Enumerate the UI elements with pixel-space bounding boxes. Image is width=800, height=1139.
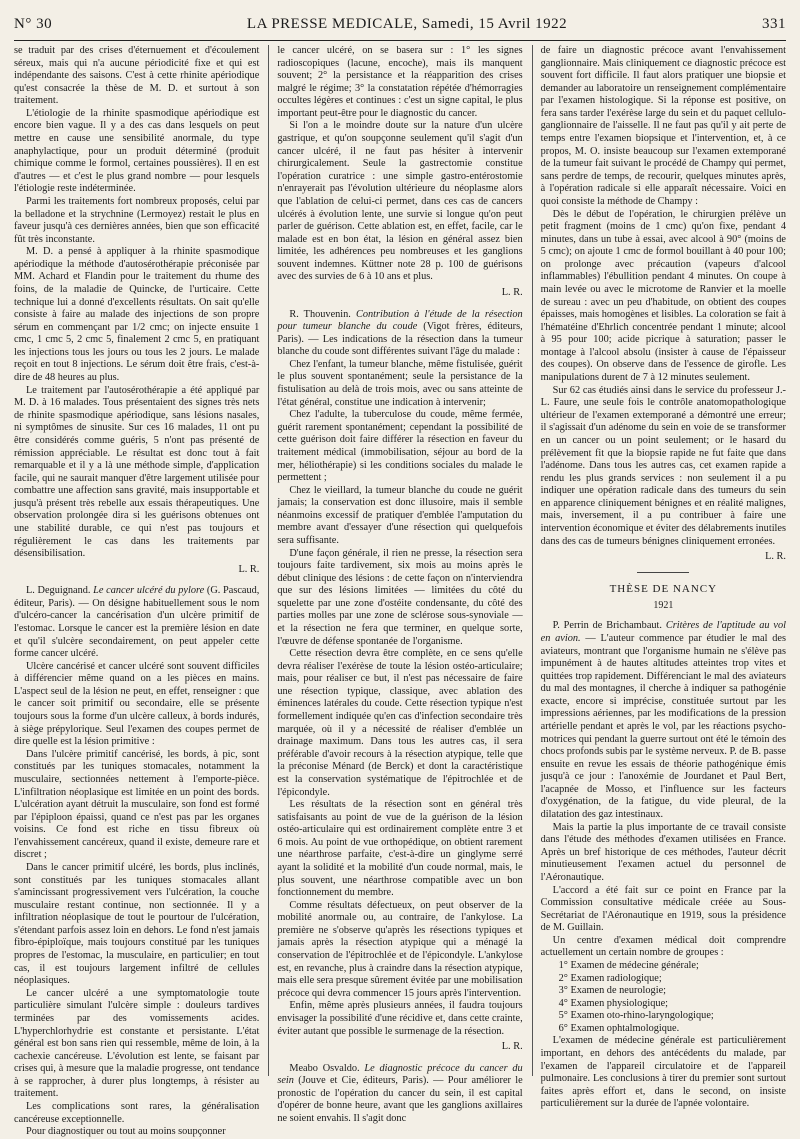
review-signature: L. R. xyxy=(238,563,260,575)
page-number: 331 xyxy=(761,15,786,32)
paragraph: Enfin, même après plusieurs années, il faudra toujours envisager la possibilité d'une récidive et, dans cette crainte, éviter autant que possible le surmenage de la résection. xyxy=(277,1000,523,1037)
paragraph: L'accord a été fait sur ce point en France par la Commission consultative médicale créée au Sous-Secrétariat de l'Aéronautique en 1919, sous la présidence de M. Guillain. xyxy=(540,884,786,934)
section-heading: THÈSE DE NANCY xyxy=(609,582,718,595)
paragraph: L'examen de médecine générale est particulièrement important, en dehors des antécédents du malade, par l'examen de l'appareil circulatoire et de l'appareil pulmonaire. Les conclusions à tirer du premier sont surtout faites après effort et, dans le second, on insiste particulièrement sur la durée de l'apnée volontaire. xyxy=(540,1035,786,1110)
issue-number: N° 30 xyxy=(14,15,53,32)
paragraph: Dès le début de l'opération, le chirurgien prélève un petit fragment (moins de 1 cmc) qu'on fixe, pendant 4 minutes, dans un tube à essai, avec alcool à 90° (moins de 5 cmc); on ajoute 1 cmc de formol bouillant à 40 pour 100; on prolonge avec précaution (vapeurs d'alcool inflammables) l'ébullition pendant 4 minutes. On coupe à main levée ou avec le microtome de Ranvier et la moelle de sureau : avec un peu d'habitude, on obtient des coupes épaisses, mais homogènes et lisibles. La coloration se fait à l'hématéine d'Ehrlich concentrée pendant 1 minute; alcool à 95 pour 100; acide picrique à saturation; passer le montage à l'alcool absolu (insister à cause de l'épaisseur des coupes). On observe dans de l'essence de girofle. Les manipulations durent de 7 à 12 minutes seulement. xyxy=(540,208,786,384)
paragraph: Dans l'ulcère primitif cancérisé, les bords, à pic, sont constitués par les tuniques stomacales, notamment la musculaire, sectionnées nettement à l'emporte-pièce. L'infiltration néoplasique est limitée en un point des bords. L'ulcération ayant détruit la musculaire, son fond est formé par l'épiploon épaissi, quand ce n'est pas par les organes voisins. Ce fond est riche en tissu fibreux où l'envahissement cancéreux, quand il existe, demeure rare et discret ; xyxy=(14,748,260,861)
column-1 xyxy=(14,45,260,1138)
section-year: 1921 xyxy=(653,600,674,612)
review-entry xyxy=(14,585,259,660)
review-title: Contribution à l'étude de la résection pour tumeur blanche du coude xyxy=(277,308,523,333)
list-item: 4° Examen physiologique; xyxy=(558,997,669,1009)
paragraph: Le cancer ulcéré a une symptomatologie toute particulière simulant l'ulcère simple : douleurs tardives terminées par des vomissements acides. L'hyperchlorhydrie est constante et persistante. L'état général est bon sans rien qui ressemble, même de loin, à la cachexie cancéreuse. L'évolution est lente, se faisant par crises qui, à mesure que la maladie progresse, ont tendance à se rapprocher, à durer plus longtemps, à résister au traitement. xyxy=(14,987,260,1100)
paragraph: se traduit par des crises d'éternuement et d'écoulement séreux, mais qui n'a aucune périodicité fixe et qui est indépendante des saisons. C'est à cette rhinite apériodique qu'est consacrée la thèse de M. D. et surtout à son traitement. xyxy=(14,45,260,107)
paragraph: M. D. a pensé à appliquer à la rhinite spasmodique apériodique la méthode d'autosérothérapie préconisée par MM. Achard et Flandin pour le traitement du rhume des foins, de la maladie de Quincke, de l'urticaire. Cette technique lui a donné d'excellents résultats. On sait qu'elle consiste à faire au malade des injections de son propre sérum en commençant par 1/2 cmc; on injecte ensuite 1 cmc, 1 cmc 5, 2 cmc 5, finalement 2 cmc 5, en pratiquant les injections tous les jours ou tous les 2 jours. Le malade reçoit en tout 8 injections. Le sérum doit être frais, c'est-à-dire de 48 heures au plus. xyxy=(14,246,260,384)
paragraph: Les complications sont rares, la généralisation cancéreuse exceptionnelle. xyxy=(14,1100,260,1125)
review-signature: L. R. xyxy=(765,551,786,563)
review-author: R. Thouvenin. xyxy=(289,308,351,320)
list-item: 1° Examen de médecine générale; xyxy=(558,959,699,971)
review-author: Meabo Osvaldo. xyxy=(289,1062,360,1074)
paragraph: de faire un diagnostic précoce avant l'envahissement ganglionnaire. Mais cliniquement ce diagnostic précoce est souvent fort difficile. Il faut alors pratiquer une biopsie et demander au laboratoire un renseignement complémentaire par l'examen histologique. Si la réponse est positive, on fera sans tarder l'exérèse large du sein et du paquet cellulo-ganglionnaire de l'aisselle. Il ne faut pas qu'il y ait perte de temps entre l'examen biopsique et l'intervention, et, à ce propos, M. O. insiste beaucoup sur l'examen extemporané de la tumeur fait suivant le procédé de Champy qui permet, sans perdre de temps, de recourir, quelques minutes après, à l'opération radicale si elle apparaît nécessaire. Voici en quoi consiste la méthode de Champy : xyxy=(540,45,786,207)
column-3 xyxy=(532,45,786,1110)
review-body: (Jouve et Cie, éditeurs, Paris). — Pour améliorer le pronostic de l'opération du cancer du sein, il est capital d'opérer de bonne heure, avant que les ganglions axillaires ne soient envahis. Il s'agit donc xyxy=(277,1075,523,1124)
review-author: P. Perrin de Brichambaut. xyxy=(552,620,662,632)
review-body: — L'auteur commence par étudier le mal des aviateurs, montrant que l'organisme humain ne s'élève pas impunément à de hautes altitudes atteintes trop vites et quittées trop rapidement. Différenciant le mal des aviateurs du mal des montagnes, il cherche à indiquer sa pathogénie exacte, encore si imprécise, constituée surtout par les impressions aériennes, par les modifications de la pression artérielle pendant et après le vol, par les réactions psycho-motrices qui pendant la guerre surtout ont été le témoin des chocs profonds subis par le système nerveux. P. de B. passe ensuite en revue les essais de théorie pathogénique émis jusqu'à ce jour : l'anoxémie de Jourdanet et Paul Bert, l'acapnée de Mosso, et l'influence sur les facteurs d'oxygénation, de la fatigue, du vide pleural, de la dilatation des gaz intestinaux. xyxy=(540,632,786,821)
paragraph: le cancer ulcéré, on se basera sur : 1° les signes radioscopiques (lacune, encoche), mais ils manquent souvent; 2° la persistance et la réapparition des crises malgré le régime; 3° la constatation répétée d'hémorragies occultes légères et continues : c'est un signe capital, le plus important peut-être pour le diagnostic du cancer. xyxy=(277,45,523,119)
paragraph: Le traitement par l'autosérothérapie a été appliqué par M. D. à 16 malades. Tous présentaient des signes très nets de rhinite spasmodique apériodique, sans lésions nasales, ni symptômes de sinusite. Sur ces 16 malades, 11 ont pu être considérés comme guéris, 5 n'ont pas présenté de rémission appréciable. Le résultat est donc tout à fait remarquable et il y a là une méthode simple, d'application facile, qui ne saurait manquer d'être largement utilisée pour combattre une affection sans gravité, mais insupportable et jusqu'à présent très rebelle aux essais thérapeutiques. Une observation prolongée dira si les guérisons obtenues ont une stabilité durable, ce qui n'est pas toujours et régulièrement le cas dans les traitements par désensibilisation. xyxy=(14,384,260,560)
column-2 xyxy=(268,45,523,1124)
page-header xyxy=(14,8,786,41)
text-columns xyxy=(14,45,786,1138)
list-item: 5° Examen oto-rhino-laryngologique; xyxy=(558,1010,714,1022)
review-entry xyxy=(277,1063,522,1126)
journal-title: LA PRESSE MEDICALE, Samedi, 15 Avril 1922 xyxy=(246,15,568,32)
paragraph: Pour diagnostiquer ou tout au moins soupçonner xyxy=(26,1126,226,1138)
review-title: Le cancer ulcéré du pylore xyxy=(93,585,205,597)
review-body: (G. Pascaud, éditeur, Paris). — On désigne habituellement sous le nom d'ulcéro-cancer la cancérisation d'un ulcère primitif de l'estomac. Lorsque le cancer est la première lésion en date et qu'il s'ulcère secondairement, on peut appeler cette forme cancer ulcéré. xyxy=(14,585,260,660)
exam-list xyxy=(541,960,786,1035)
paragraph: Comme résultats défectueux, on peut observer de la mobilité anormale ou, au contraire, de l'ankylose. La première ne s'observe qu'après les résections typiques et jamais après la résection atypique qui a ménagé la conservation de l'épitrochlée et de l'épicondyle. L'ankylose est, en revanche, plus à craindre dans la résection atypique, mais elle sera presque sûrement évitée par une mobilisation précoce qui devra commencer 15 jours après l'intervention. xyxy=(277,899,523,999)
review-signature: L. R. xyxy=(501,1041,523,1053)
review-signature: L. R. xyxy=(501,286,523,298)
review-author: L. Deguignand. xyxy=(26,585,91,597)
paragraph: Mais la partie la plus importante de ce travail consiste dans l'étude des méthodes d'examen utilisées en France. Après un bref historique de ces méthodes, l'auteur décrit minutieusement l'examen actuel du personnel de l'Aéronautique. xyxy=(540,821,786,883)
paragraph: D'une façon générale, il rien ne presse, la résection sera toujours faite tardivement, six mois au moins après le début clinique des lésions : de cette façon on n'interviendra que sur des lésions limitées — limitées du côté du squelette par une zone d'ostéite condensante, du côté des parties molles par une zone de sclérose sous-synoviale — et la résection ne fera que terminer, en quelque sorte, l'œuvre de défense spontanée de l'organisme. xyxy=(277,547,523,647)
paragraph: Cette résection devra être complète, en ce sens qu'elle devra réaliser l'exérèse de toute la lésion ostéo-articulaire; mais, pour réaliser ce but, il n'est pas nécessaire de faire une résection typique, classique, avec ablation des éminences latérales du coude. Cette résection typique n'est formellement indiquée qu'en cas d'infection secondaire très marquée, où il y a nécessité de réaliser d'emblée un drainage maximum. Dans tous les autres cas, il sera préférable d'avoir recours à la résection atypique, telle que la préconise Ménard (de Berck) et dont la caractéristique est la conservation systématique de l'épitrochlée et de l'épicondyle. xyxy=(277,648,523,798)
paragraph: Chez l'enfant, la tumeur blanche, même fistulisée, guérit le plus souvent spontanément; seule la persistance de la fistulisation au delà de trois mois, avec ou sans atteinte de l'état général, constitue une indication à intervenir; xyxy=(277,358,523,408)
paragraph: Les résultats de la résection sont en général très satisfaisants au point de vue de la guérison de la lésion ostéo-articulaire qui est ordinairement complète entre 3 et 6 mois. Au point de vue orthopédique, on obtient rarement une néarthrose parfaite, c'est-à-dire un ginglyme serré ayant la solidité et la mobilité d'un coude normal, mais, le plus souvent, une néarthrose compatible avec un bon fonctionnement du membre. xyxy=(277,799,523,899)
review-entry xyxy=(541,620,786,821)
list-item: 6° Examen ophtalmologique. xyxy=(558,1022,680,1034)
review-title: Critères de l'aptitude au vol en avion. xyxy=(540,620,786,644)
paragraph: Parmi les traitements fort nombreux proposés, celui par la belladone et la strychnine (Lermoyez) restait le plus en faveur jusqu'à ces dernières années, bien que son efficacité fût très inconstante. xyxy=(14,195,260,245)
paragraph: Un centre d'examen médical doit comprendre actuellement un certain nombre de groupes : xyxy=(540,934,786,959)
paragraph: Ulcère cancérisé et cancer ulcéré sont souvent difficiles à différencier même quand on a les pièces en mains. L'aspect seul de la lésion ne peut, en effet, renseigner : que le cancer soit primitif ou secondaire, elle se présente toujours sous la forme d'un ulcère calleux, à bords indurés, à siège prépylorique. Seul l'examen des coupes permet de dire quelle est la lésion primitive : xyxy=(14,660,260,748)
paragraph: L'étiologie de la rhinite spasmodique apériodique est encore bien vague. Il y a des cas dans lesquels on peut mettre en cause une sensibilité anormale, du type anaphylactique, pour un produit déterminé (produit chimique comme le formol, certaines poussières). Il en est d'autres — et c'est le plus grand nombre — pour lesquels l'étiologie reste indéterminée. xyxy=(14,107,260,195)
review-title: Le diagnostic précoce du cancer du sein xyxy=(277,1062,523,1087)
paragraph: Si l'on a le moindre doute sur la nature d'un ulcère gastrique, et qu'on soupçonne seulement qu'il s'agit d'un cancer ulcéré, il ne faut pas hésiter à intervenir chirurgicalement. Seule la gastrectomie constitue l'opération curatrice : une simple gastro-entérostomie n'enrayerait pas l'évolution ultérieure du néoplasme alors que l'ablation de celui-ci permet, dans ces cas de cancers ulcérés à évolution lente, une survie si longue qu'on peut parler de guérison. Cette ablation est, en effet, facile, car le malade est en bon état, la lésion en général assez bien limitée, les adhérences peu nombreuses et les ganglions souvent indemnes. Küttner note 28 p. 100 de guérisons avec des survies de 6 à 10 ans et plus. xyxy=(277,120,523,283)
paragraph: Chez l'adulte, la tuberculose du coude, même fermée, guérit rarement spontanément; cependant la possibilité de cette guérison doit faire différer la résection en faveur du traitement médical (immobilisation, séjour au bord de la mer, héliothérapie) si les conditions sociales du malade le permettent ; xyxy=(277,409,523,484)
paragraph: Chez le vieillard, la tumeur blanche du coude ne guérit jamais; la conservation est donc illusoire, mais il semble néanmoins excessif de pratiquer d'emblée l'amputation du membre avant d'essayer d'une résection qui quelquefois sera suffisante. xyxy=(277,484,523,546)
list-item: 3° Examen de neurologie; xyxy=(558,985,666,997)
list-item: 2° Examen radiologique; xyxy=(558,972,662,984)
review-body: (Vigot frères, éditeurs, Paris). — Les indications de la résection dans la tumeur blanche du coude sont différentes suivant l'âge du malade : xyxy=(277,321,523,358)
section-divider xyxy=(637,572,689,573)
review-entry xyxy=(277,309,522,359)
paragraph: Dans le cancer primitif ulcéré, les bords, plus inclinés, sont constitués par les tuniques stomacales allant s'amincissant progressivement vers l'ulcération, la couche musculaire restant continue, non sectionnée. Il y a infiltration néoplasique de tout le pourtour de l'ulcération, s'étendant parfois assez loin en dehors. Le fond n'est jamais fibro-épiploïque, mais toujours constitué par les tuniques propres de l'estomac, la musculaire, en particulier; en tout cas, il est toujours largement infiltré de cellules néoplasiques. xyxy=(14,862,260,987)
paragraph: Sur 62 cas étudiés ainsi dans le service du professeur J.-L. Faure, une seule fois le contrôle anatomopathologique ultérieur de l'examen extemporané a démontré une erreur; il s'agissait d'un adénome du sein en voie de se transformer en un cancer ou un point seulement; or le hasard du prélèvement fit que la biopsie rapide ne fut faite que dans l'adénome. Dans tous les autres cas, cet examen rapide a rendu les plus grands services : non seulement il a pu indiquer une opération radicale dans des tumeurs du sein en apparence cliniquement bénignes et en réalité malignes, mais, inversement, il a pu contribuer à faire une intervention économique et éviter des délabrements inutiles dans des cas de tumeurs bénignes cliniquement erronées. xyxy=(540,384,786,547)
